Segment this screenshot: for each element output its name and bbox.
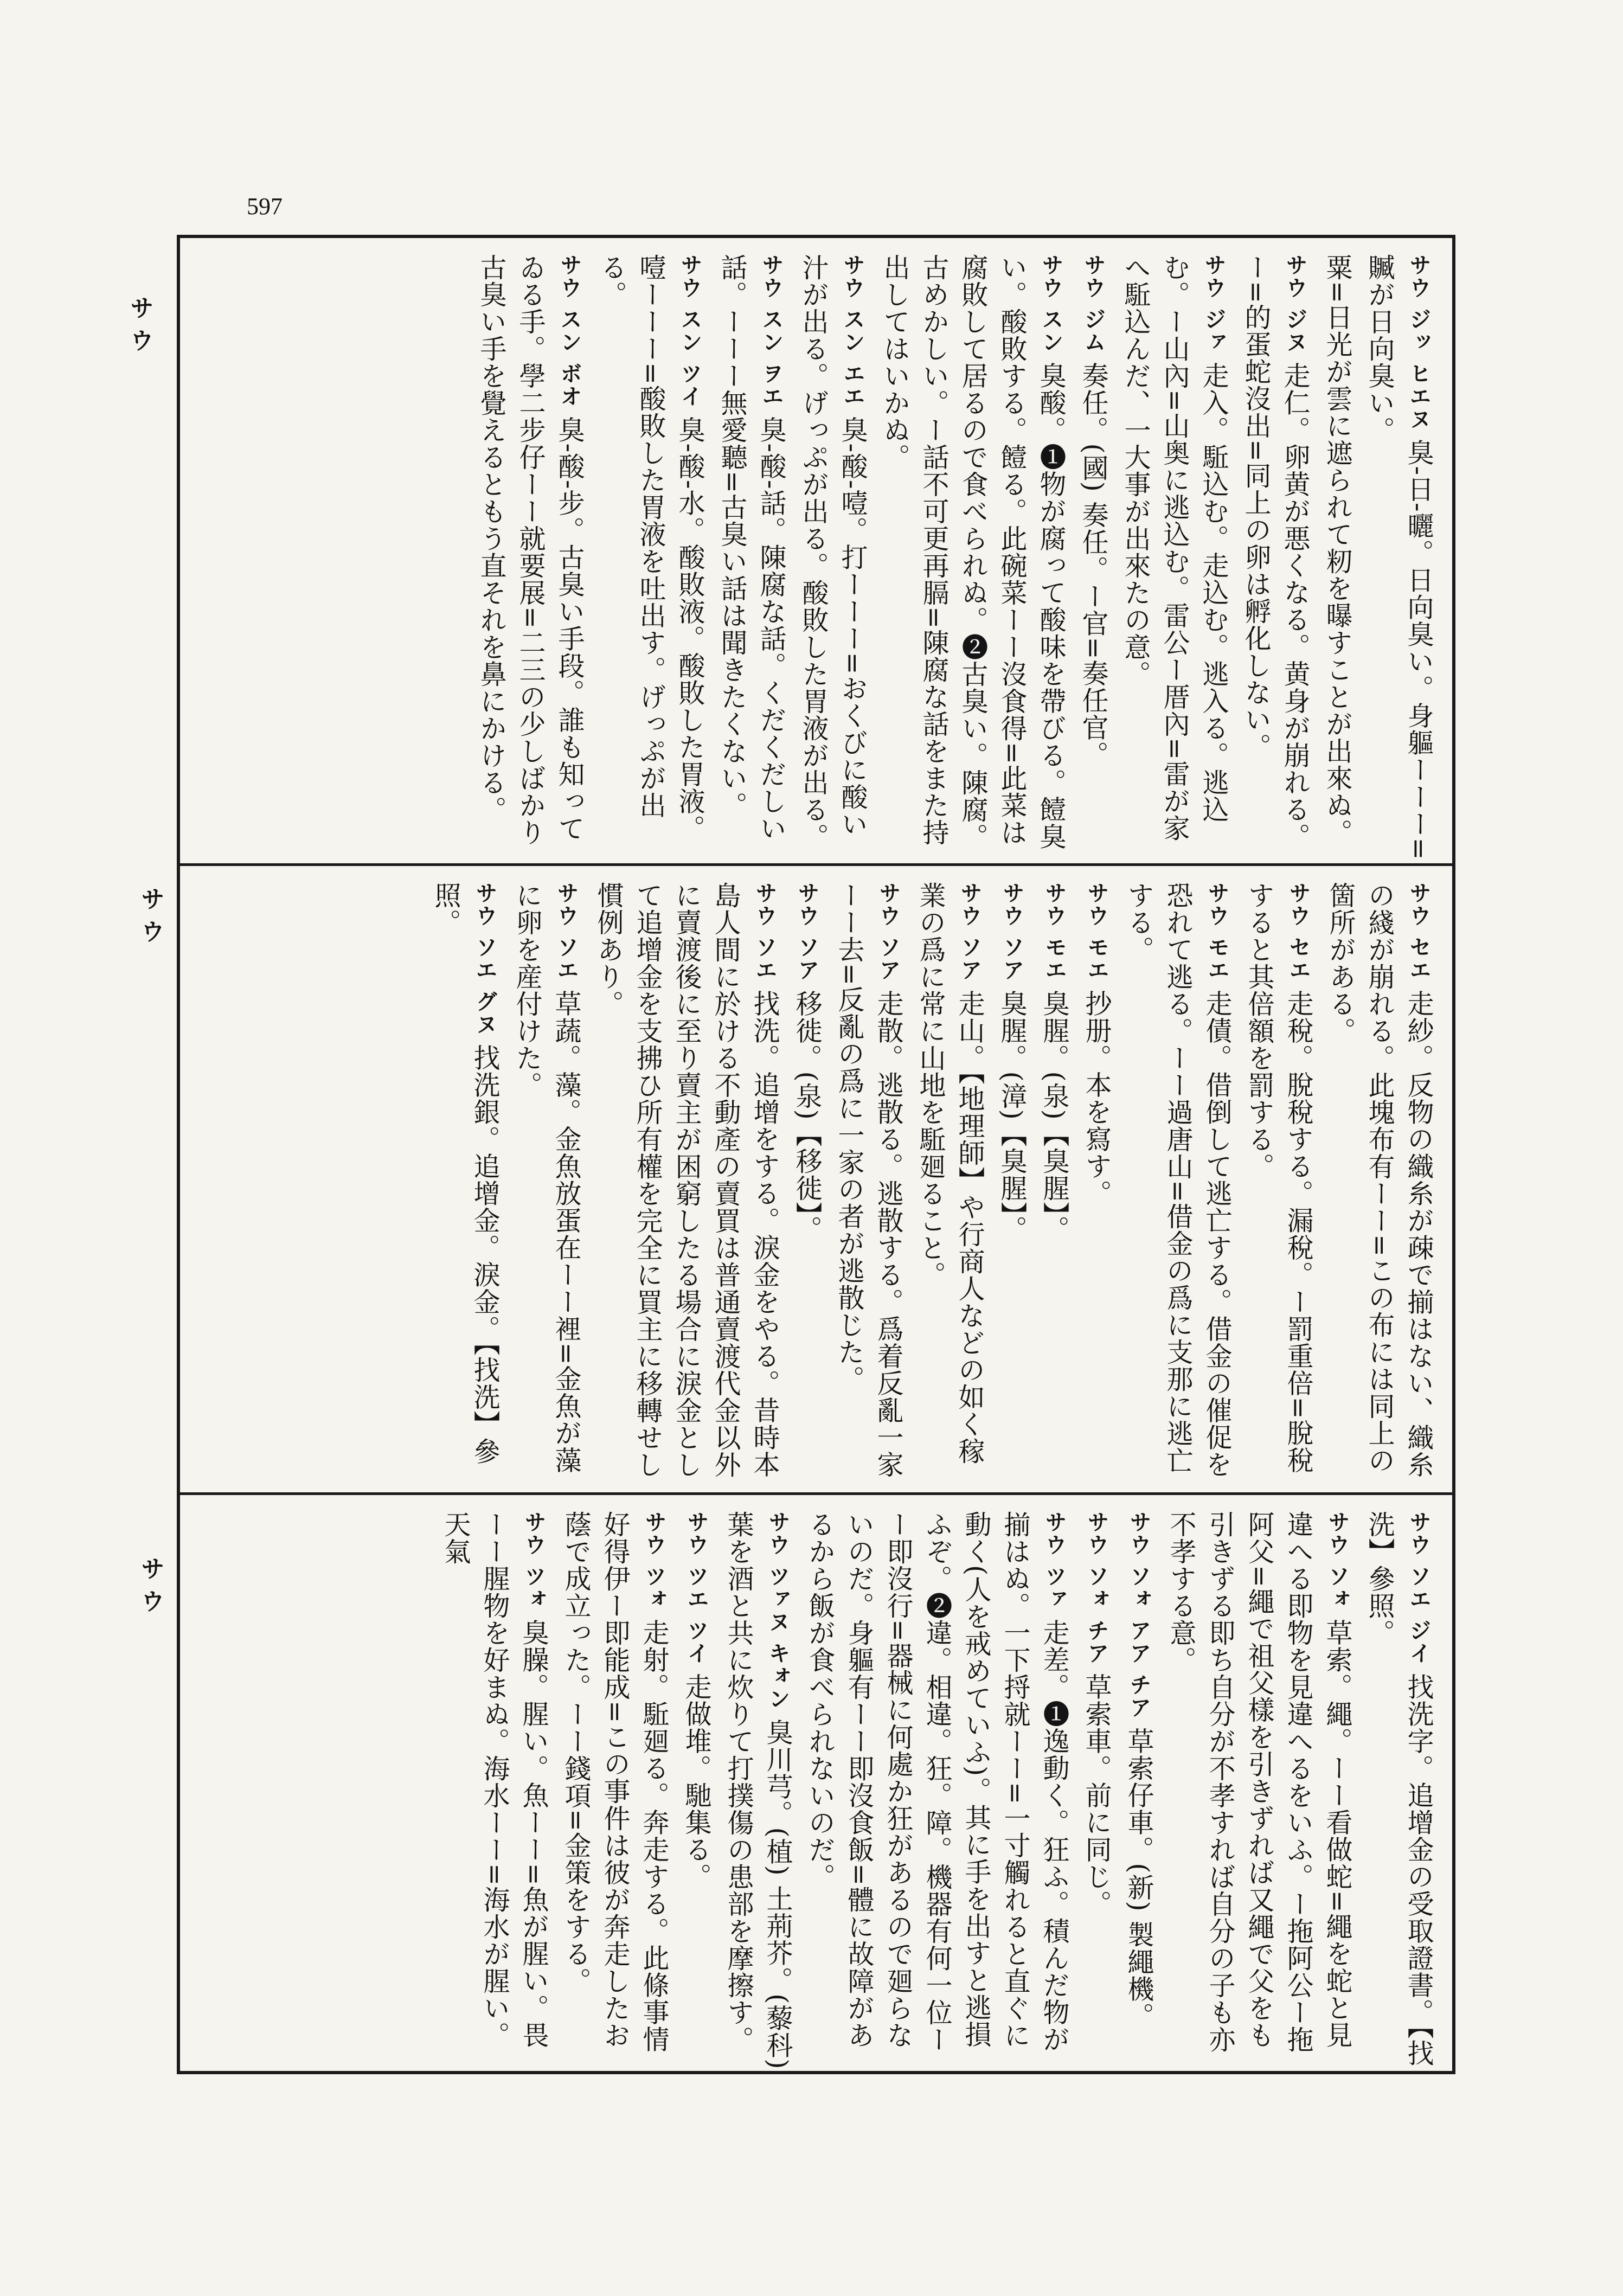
entry-definition: 走稅。脫稅する。漏稅。ー罰重倍=脫稅すると其倍額を罰する。 <box>1244 882 1314 1474</box>
dictionary-entry <box>472 254 589 862</box>
dictionary-entry <box>992 882 1031 1491</box>
entry-pronunciation: サウ ツォ <box>521 1511 546 1611</box>
dictionary-entry <box>1236 254 1314 862</box>
section-divider-2 <box>177 1492 1455 1495</box>
entry-definition: 臭-日-曬。日向臭い。身軀ーーー=贓が日向臭い。 <box>1364 254 1434 861</box>
entry-pronunciation: サウ ソォ チア <box>1084 1511 1109 1665</box>
entry-definition: 走射。駈廻る。奔走する。此條事情好得伊ー即能成=この事件は彼が奔走したお蔭で成立った。ーー錢項=金策をする。 <box>561 1511 670 2053</box>
entry-pronunciation: サウ ソエ グヌ <box>472 882 497 1036</box>
entry-definition: 走入。駈込む。走込む。逃入る。逃込む。ー山內=山奥に逃込む。雷公ー厝內=雷が家へ駈込んだ、一大事が出來たの意。 <box>1120 254 1229 842</box>
dictionary-section-top <box>184 239 1448 862</box>
dictionary-entry <box>1035 882 1074 1491</box>
dictionary-entry <box>1360 1511 1438 2070</box>
entry-pronunciation: サウ ソエ <box>752 882 777 982</box>
entry-definition: 找洗銀。追增金。淚金。【找洗】參照。 <box>431 882 501 1465</box>
entry-definition: 臭-酸-水。酸敗液。酸敗した胃液。噎ーーー=酸敗した胃液を吐出す。げっぷが出る。 <box>596 254 705 842</box>
entry-definition: 臭川芎。(植) 土荊芥。(藜科) 葉を酒と共に炊りて打撲傷の患部を摩擦す。 <box>723 1511 793 2070</box>
dictionary-entry <box>1318 254 1357 862</box>
entry-definition: 草蔬。藻。金魚放蛋在ーー裡=金魚が藻に卵を産付けた。 <box>512 882 582 1474</box>
entry-pronunciation: サウ ジヌ <box>1282 254 1307 354</box>
dictionary-entry <box>1119 1511 1158 2070</box>
entry-pronunciation: サウ ジァ <box>1201 254 1226 354</box>
entry-pronunciation: サウ ツォ <box>641 1511 666 1611</box>
dictionary-entry <box>787 882 826 1491</box>
dictionary-entry <box>592 254 709 862</box>
section-divider-1 <box>177 863 1455 866</box>
dictionary-section-middle <box>184 867 1448 1491</box>
entry-pronunciation: サウ ソア <box>957 882 982 982</box>
entry-pronunciation: サウ ソォ アア チア <box>1126 1511 1151 1719</box>
dictionary-entry <box>719 1511 797 2070</box>
entry-pronunciation: サウ ソア <box>876 882 901 982</box>
entry-definition: 臭-酸-步。古臭い手段。誰も知ってゐる手。學二步仔ーー就要展=二三の少しばかり古臭い手を覺えるともう直それを鼻にかける。 <box>476 254 585 846</box>
dictionary-entry <box>1116 254 1233 862</box>
entry-pronunciation: サウ ジッ ヒエヌ <box>1406 254 1431 431</box>
dictionary-section-bottom <box>184 1496 1448 2070</box>
dictionary-entry <box>1077 882 1116 1491</box>
entry-definition: 走做堆。馳集る。 <box>681 1673 712 1890</box>
entry-pronunciation: サウ ソエ <box>554 882 579 982</box>
entry-pronunciation: サウ ソォ <box>1325 1511 1350 1611</box>
dictionary-entry <box>556 1511 673 2070</box>
entry-pronunciation: サウ スン ツイ <box>677 254 702 408</box>
dictionary-entry <box>1321 882 1438 1491</box>
entry-definition: 草索仔車。(新) 製繩機。 <box>1124 1727 1154 2030</box>
dictionary-entry <box>1162 1511 1357 2070</box>
entry-pronunciation: サウ ツァヌ キォン <box>765 1511 790 1710</box>
entry-definition: 臭腥。(漳)【臭腥】。 <box>997 990 1028 1243</box>
entry-pronunciation: サウ セエ <box>1286 882 1311 982</box>
entry-pronunciation: サウ スン <box>1038 254 1063 354</box>
entry-pronunciation: サウ ツァ <box>1042 1511 1067 1611</box>
entry-definition: 草索車。前に同じ。 <box>1081 1673 1112 1917</box>
entry-pronunciation: サウ ジム <box>1081 254 1106 354</box>
entry-pronunciation: サウ セエ <box>1406 882 1431 982</box>
entry-definition: 臭-酸-話。陳腐な話。くだくだしい話。ーーー無愛聽=古臭い話は聞きたくない。 <box>717 254 787 842</box>
dictionary-entry <box>426 882 504 1491</box>
entry-pronunciation: サウ スン エエ <box>840 254 865 408</box>
entry-definition: 找洗。追增をする。淚金をやる。昔時本島人間に於ける不動產の賣買は普通賣渡代金以外に賣渡後に至り賣主が困窮したる場合に淚金として追增金を支拂ひ所有權を完全に買主に移轉せし慣例あり。 <box>593 882 780 1478</box>
entry-definition: 草索。繩。ーー看做蛇=繩を蛇と見違へる即物を見違へるをいふ。ー拖阿公ー拖阿父=繩で祖父樣を引きずれば又繩で父をも引きずる即ち自分が不孝すれば自分の子も亦不孝する意。 <box>1166 1511 1353 2053</box>
entry-definition: 走仁。卵黄が悪くなる。黄身が崩れる。ー=的蛋蛇沒出=同上の卵は孵化しない。 <box>1241 254 1311 850</box>
dictionary-entry <box>911 882 989 1491</box>
side-label-middle: サウ <box>137 887 164 952</box>
dictionary-entry <box>1240 882 1318 1491</box>
entry-pronunciation: サウ スン ヲエ <box>759 254 784 408</box>
entry-definition: 走散。逃散る。逃散する。爲着反亂一家ーー去=反亂の爲に一家の者が逃散じた。 <box>834 882 904 1478</box>
dictionary-entry <box>713 254 791 862</box>
dictionary-entry <box>830 882 908 1491</box>
entry-definition: 走差。❶逸動く。狂ふ。積んだ物が揃はぬ。一下捋就ーー=一寸觸れると直ぐに動く(人を戒めていふ)。其に手を出すと逃損ふぞ。❷違。相違。狂。障。機器有何一位ーー即沒行=器械に何處か狂があるので廻らないのだ。身軀有ーー即沒食飯=體に故障があるから飯が食べられないのだ。 <box>805 1511 1070 2053</box>
entry-definition: 粟=日光が雲に遮られて籾を曝すことが出來ぬ。 <box>1322 254 1353 846</box>
side-label-bottom: サウ <box>137 1556 164 1621</box>
entry-definition: 走債。借倒して逃亡する。借金の催促を恐れて逃る。ーー過唐山=借金の爲に支那に逃亡する。 <box>1124 882 1233 1478</box>
entry-definition: 找洗字。追增金の受取證書。【找洗】參照。 <box>1364 1511 1434 2067</box>
entry-definition: 抄册。本を寫す。 <box>1081 990 1112 1207</box>
entry-definition: 臭-酸-噎。打ーーー=おくびに酸い汁が出る。げっぷが出る。酸敗した胃液が出る。 <box>798 254 868 850</box>
entry-definition: 走山。【地理師】や行商人などの如く稼業の爲に常に山地を駈廻ること。 <box>915 882 985 1465</box>
entry-definition: 走紗。反物の織糸が疎で揃はない、織糸の綫が崩れる。此塊布有ーー=この布には同上の箇所がある。 <box>1325 882 1434 1478</box>
entry-pronunciation: サウ スン ボオ <box>557 254 582 408</box>
entry-pronunciation: サウ ソア <box>999 882 1024 982</box>
entry-definition: 臭酸。❶物が腐って酸味を帶びる。饐臭い。酸敗する。饐る。此碗菜ーー沒食得=此菜は腐敗して居るので食べられぬ。❷古臭い。陳腐。古めかしい。ー話不可更再膈=陳腐な話をまた持出してはいかぬ。 <box>880 254 1067 850</box>
entry-definition: 移徙。(泉)【移徙】。 <box>792 990 823 1243</box>
entry-definition: 奏任。(國) 奏任。ー官=奏任官。 <box>1078 362 1109 768</box>
entry-pronunciation: サウ ソア <box>794 882 819 982</box>
entry-pronunciation: サウ モエ <box>1204 882 1229 982</box>
dictionary-entry <box>1119 882 1236 1491</box>
entry-pronunciation: サウ モエ <box>1042 882 1067 982</box>
dictionary-entry <box>1074 254 1113 862</box>
entry-definition: 臭臊。腥い。魚ーー=魚が腥い。畏ーー腥物を好まぬ。海水ーー=海水が腥い。天氣 <box>440 1511 549 2049</box>
dictionary-entry <box>508 882 586 1491</box>
entry-definition: 臭腥。(泉)【臭腥】。 <box>1039 990 1070 1243</box>
dictionary-entry <box>1077 1511 1116 2070</box>
dictionary-entry <box>677 1511 716 2070</box>
entry-pronunciation: サウ モエ <box>1084 882 1109 982</box>
side-label-top: サウ <box>126 296 153 361</box>
dictionary-entry <box>1360 254 1438 862</box>
page-number: 597 <box>247 193 283 220</box>
entry-pronunciation: サウ ソエ ジイ <box>1406 1511 1431 1665</box>
dictionary-entry <box>800 1511 1074 2070</box>
entry-pronunciation: サウ ツエ ツイ <box>684 1511 709 1665</box>
dictionary-entry <box>589 882 784 1491</box>
dictionary-entry <box>436 1511 553 2070</box>
dictionary-entry <box>875 254 1070 862</box>
dictionary-entry <box>794 254 872 862</box>
